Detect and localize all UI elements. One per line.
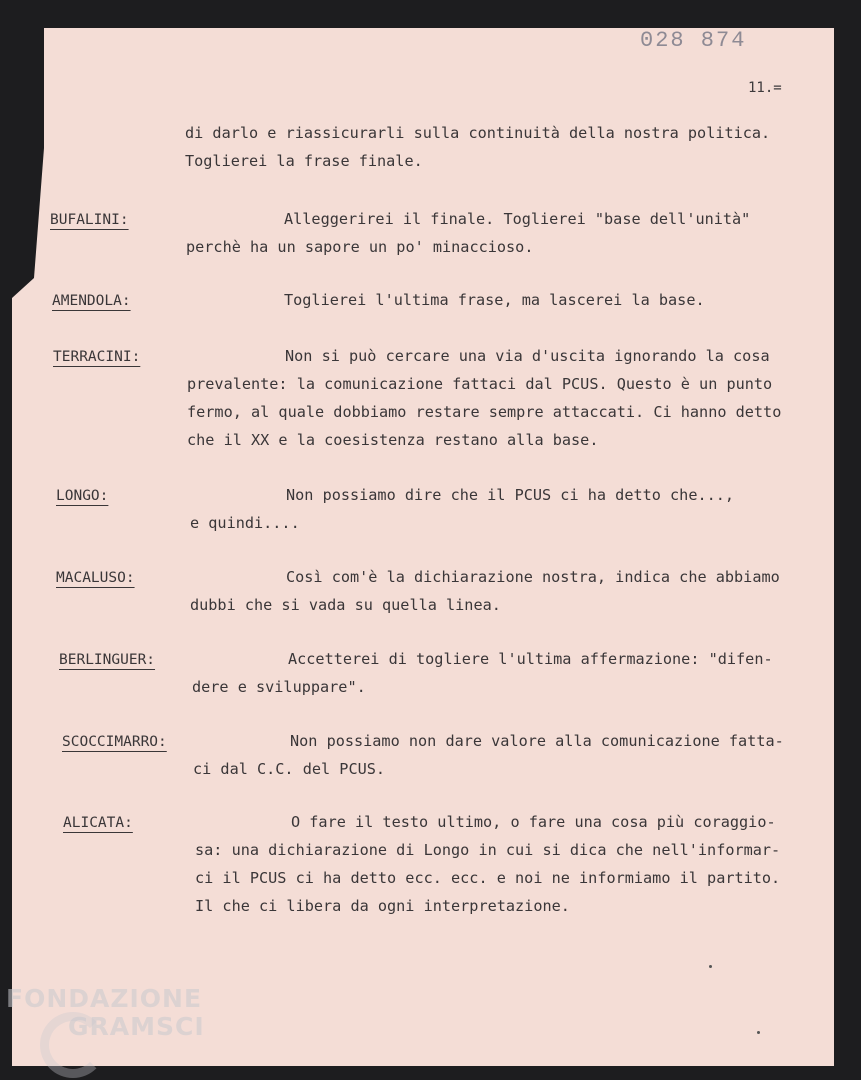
- speaker-name: AMENDOLA:: [52, 293, 131, 309]
- text-line: Non possiamo non dare valore alla comunicazione fatta-: [290, 732, 784, 750]
- page-number: 11.=: [748, 80, 782, 96]
- text-line: Non si può cercare una via d'uscita ignorando la cosa: [285, 347, 770, 365]
- text-line: sa: una dichiarazione di Longo in cui si dica che nell'informar-: [195, 841, 781, 859]
- archive-serial-number: 028 874: [640, 28, 747, 53]
- text-line: Alleggerirei il finale. Toglierei "base dell'unità": [284, 210, 751, 228]
- paper-speck: [709, 965, 712, 968]
- text-line: ci dal C.C. del PCUS.: [193, 760, 386, 778]
- archive-watermark: [6, 986, 205, 1039]
- text-line: Toglierei l'ultima frase, ma lascerei la base.: [284, 291, 705, 309]
- watermark-line-2: GRAMSCI: [68, 1012, 205, 1041]
- text-line: Accetterei di togliere l'ultima affermazione: "difen-: [288, 650, 773, 668]
- speaker-name: BERLINGUER:: [59, 652, 156, 668]
- text-line: di darlo e riassicurarli sulla continuità della nostra politica.: [185, 124, 771, 142]
- text-line: Così com'è la dichiarazione nostra, indica che abbiamo: [286, 568, 780, 586]
- text-line: Non possiamo dire che il PCUS ci ha detto che...,: [286, 486, 735, 504]
- text-line: ci il PCUS ci ha detto ecc. ecc. e noi ne informiamo il partito.: [195, 869, 781, 887]
- watermark-line-1: FONDAZIONE: [6, 984, 203, 1013]
- speaker-name: ALICATA:: [63, 815, 133, 831]
- text-line: che il XX e la coesistenza restano alla base.: [187, 431, 599, 449]
- text-line: perchè ha un sapore un po' minaccioso.: [186, 238, 534, 256]
- text-line: e quindi....: [190, 514, 300, 532]
- text-line: fermo, al quale dobbiamo restare sempre attaccati. Ci hanno detto: [187, 403, 782, 421]
- speaker-name: BUFALINI:: [50, 212, 129, 228]
- speaker-name: LONGO:: [56, 488, 109, 504]
- text-line: Il che ci libera da ogni interpretazione.: [195, 897, 570, 915]
- text-line: O fare il testo ultimo, o fare una cosa più coraggio-: [291, 813, 776, 831]
- speaker-name: TERRACINI:: [53, 349, 141, 365]
- speaker-name: SCOCCIMARRO:: [62, 734, 167, 750]
- speaker-name: MACALUSO:: [56, 570, 135, 586]
- paper-speck: [757, 1031, 760, 1034]
- text-line: dubbi che si vada su quella linea.: [190, 596, 501, 614]
- text-line: dere e sviluppare".: [192, 678, 366, 696]
- text-line: prevalente: la comunicazione fattaci dal PCUS. Questo è un punto: [187, 375, 773, 393]
- text-line: Toglierei la frase finale.: [185, 152, 423, 170]
